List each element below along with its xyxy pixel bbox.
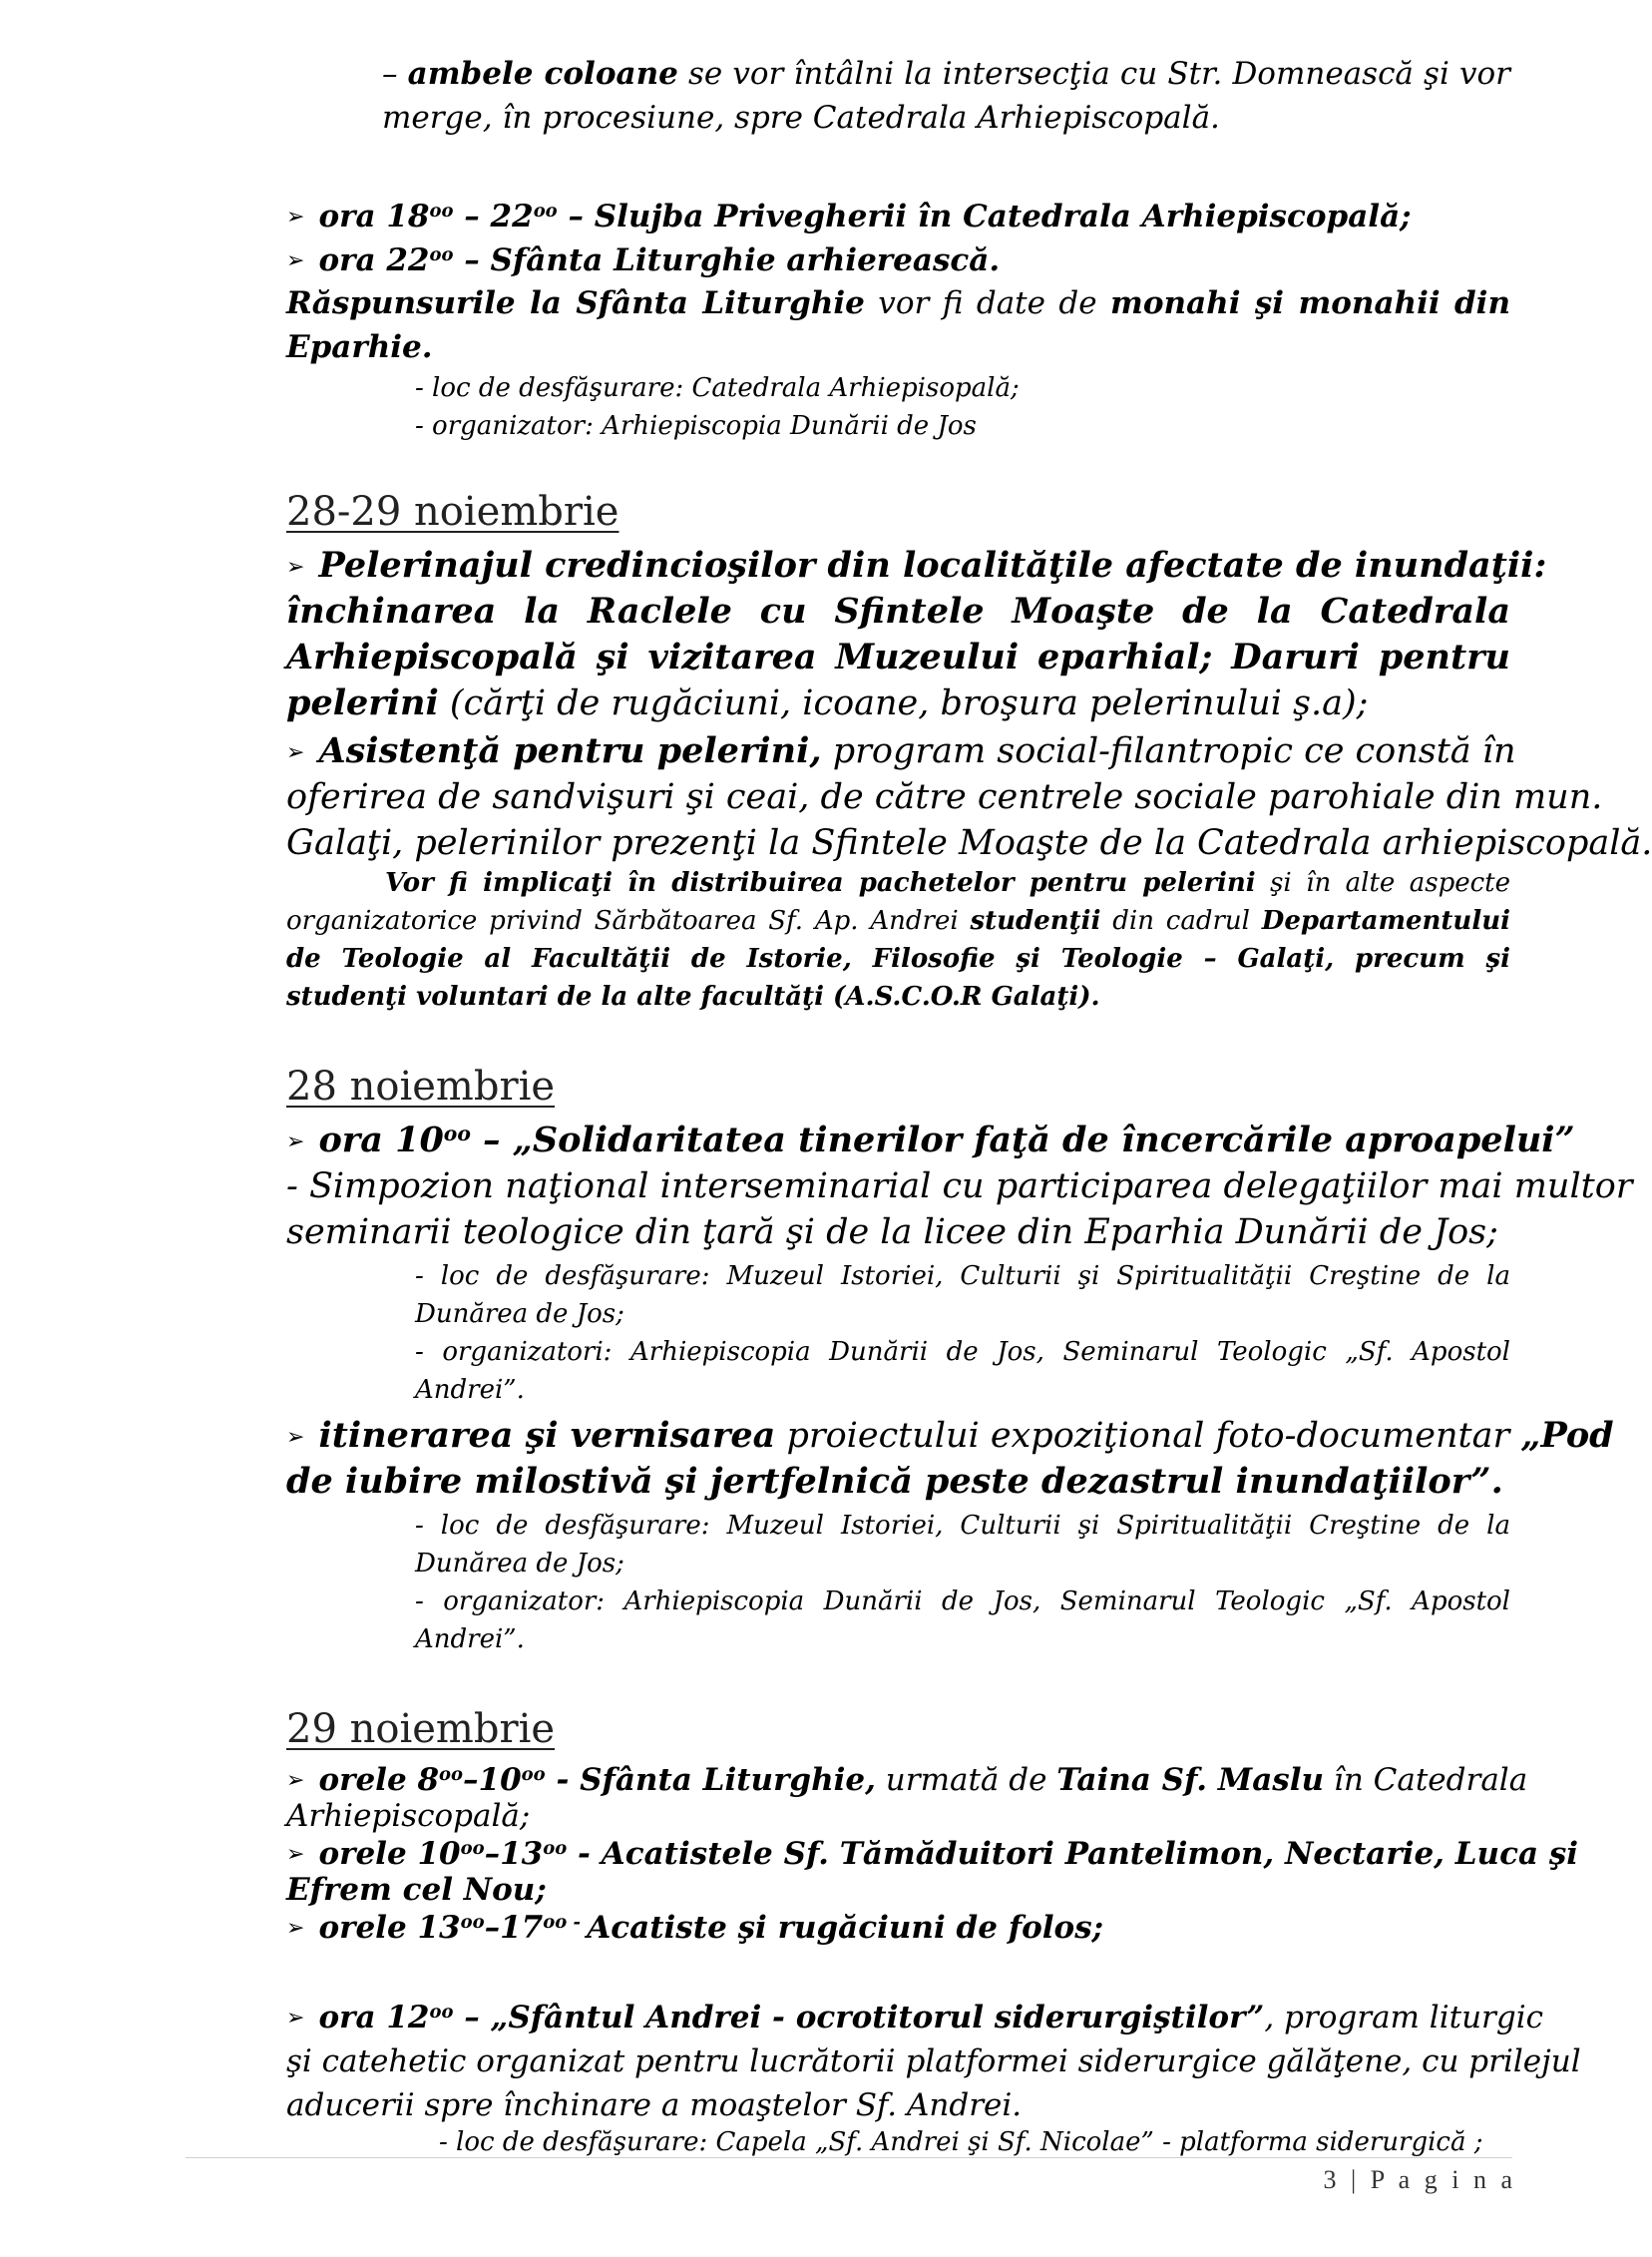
exhibition-line-1: ➢ itinerarea şi vernisarea proiectului expoziţional foto-documentar „Pod [286,1415,1614,1456]
volunteers-line-1: Vor fi implicaţi în distribuirea pachetelor pentru pelerini şi în alte aspecte [385,868,1510,898]
arrow-bullet-icon: ➢ [286,2006,305,2031]
exhibition-organizer-1: - organizator: Arhiepiscopia Dunării de Jos, Seminarul Teologic „Sf. Apostol [415,1586,1510,1616]
footer-divider [186,2157,1512,2158]
arrow-bullet-icon: ➢ [286,1916,305,1941]
page-separator: | [1350,2165,1361,2194]
schedule-item-1: ➢ orele $8^{oo}-10^{oo}$ - Sfânta Liturghie, urmată de Taina Sf. Maslu în Catedrala [286,1762,1528,1798]
vigil-item: ➢ ora $18^{oo} - 22^{oo}$ – Slujba Privegherii în Catedrala Arhiepiscopală; [286,199,1412,234]
assistance-line-1: ➢ Asistenţă pentru pelerini, program social-filantropic ce constă în [286,730,1516,771]
steelworkers-line-1: ➢ ora $12^{oo}$ – „Sfântul Andrei - ocrotitorul siderurgiştilor”, program liturgic [286,2000,1543,2035]
assistance-line-2: oferirea de sandvişuri şi ceai, de către centrele sociale parohiale din mun. [286,777,1603,817]
schedule-item-2: ➢ orele $10^{oo}-13^{oo}$ - Acatistele Sf. Tămăduitori Pantelimon, Nectarie, Luca şi [286,1836,1579,1872]
symposium-organizers-1: - organizatori: Arhiepiscopia Dunării de Jos, Seminarul Teologic „Sf. Apostol [415,1337,1510,1367]
page-footer [1323,2165,1516,2195]
arrow-bullet-icon: ➢ [286,555,305,580]
arrow-bullet-icon: ➢ [286,1842,305,1867]
exhibition-line-2: de iubire milostivă şi jertfelnică peste dezastrul inundaţiilor”. [286,1461,1503,1502]
steelworkers-line-2: şi catehetic organizat pentru lucrătorii platformei siderurgice gălăţene, cu prilejul [286,2043,1581,2079]
pilgrimage-line-1: ➢ Pelerinajul credincioşilor din localităţile afectate de inundaţii: [286,545,1547,586]
procession-line-1: – ambele coloane se vor întâlni la intersecţia cu Str. Domnească şi vor [382,56,1510,92]
organizer-note: - organizator: Arhiepiscopia Dunării de Jos [415,411,977,441]
page-label: P a g i n a [1370,2165,1516,2194]
exhibition-location-2: Dunărea de Jos; [415,1549,624,1579]
location-note: - loc de desfăşurare: Catedrala Arhiepisopală; [415,373,1020,403]
volunteers-line-4: studenţi voluntari de la alte facultăţi (A.S.C.O.R Galaţi). [286,982,1100,1012]
section-heading-28: 28 noiembrie [286,1064,556,1110]
arrow-bullet-icon: ➢ [286,248,305,273]
section-heading-29: 29 noiembrie [286,1706,556,1752]
steelworkers-location: - loc de desfăşurare: Capela „Sf. Andrei şi Sf. Nicolae” - platforma siderurgică ; [439,2127,1483,2157]
symposium-desc-1: - Simpozion naţional interseminarial cu participarea delegaţiilor mai multor [286,1166,1633,1206]
page-number: 3 [1323,2165,1341,2194]
pilgrimage-line-3: Arhiepiscopală şi vizitarea Muzeului eparhial; Daruri pentru [286,637,1510,677]
symposium-location-2: Dunărea de Jos; [415,1299,624,1329]
symposium-location-1: - loc de desfăşurare: Muzeul Istoriei, Culturii şi Spiritualităţii Creştine de la [415,1261,1510,1291]
exhibition-location-1: - loc de desfăşurare: Muzeul Istoriei, Culturii şi Spiritualităţii Creştine de la [415,1511,1510,1541]
section-heading-28-29: 28-29 noiembrie [286,489,620,535]
liturgy-item: ➢ ora $22^{oo}$ – Sfânta Liturghie arhierească. [286,242,1001,278]
pilgrimage-line-2: închinarea la Raclele cu Sfintele Moaşte de la Catedrala [286,591,1510,632]
responses-line-1: Răspunsurile la Sfânta Liturghie vor fi date de monahi şi monahii din [286,285,1510,321]
arrow-bullet-icon: ➢ [286,1425,305,1450]
symposium-title: ➢ ora $10^{oo}$ – „Solidaritatea tinerilor faţă de încercările aproapelui” [286,1120,1575,1160]
schedule-item-3: ➢ orele $13^{oo}-17^{oo -}$ Acatiste şi rugăciuni de folos; [286,1910,1104,1946]
steelworkers-line-3: aducerii spre închinare a moaştelor Sf. Andrei. [286,2087,1023,2123]
arrow-bullet-icon: ➢ [286,205,305,229]
responses-line-2: Eparhie. [286,329,433,365]
assistance-line-3: Galaţi, pelerinilor prezenţi la Sfintele Moaşte de la Catedrala arhiepiscopală. [286,823,1652,863]
arrow-bullet-icon: ➢ [286,1129,305,1154]
schedule-item-1-cont: Arhiepiscopală; [286,1798,531,1834]
volunteers-line-2: organizatorice privind Sărbătoarea Sf. Ap. Andrei studenţii din cadrul Departamentului [286,906,1510,936]
symposium-desc-2: seminarii teologice din ţară şi de la licee din Eparhia Dunării de Jos; [286,1212,1498,1252]
arrow-bullet-icon: ➢ [286,1768,305,1793]
pilgrimage-line-4: pelerini (cărţi de rugăciuni, icoane, broşura pelerinului ş.a); [286,682,1369,723]
symposium-organizers-2: Andrei”. [415,1375,525,1405]
arrow-bullet-icon: ➢ [286,740,305,765]
volunteers-line-3: de Teologie al Facultăţii de Istorie, Filosofie şi Teologie – Galaţi, precum şi [286,944,1510,974]
exhibition-organizer-2: Andrei”. [415,1624,525,1654]
schedule-item-2-cont: Efrem cel Nou; [286,1872,547,1908]
procession-line-2: merge, în procesiune, spre Catedrala Arhiepiscopală. [382,100,1220,136]
